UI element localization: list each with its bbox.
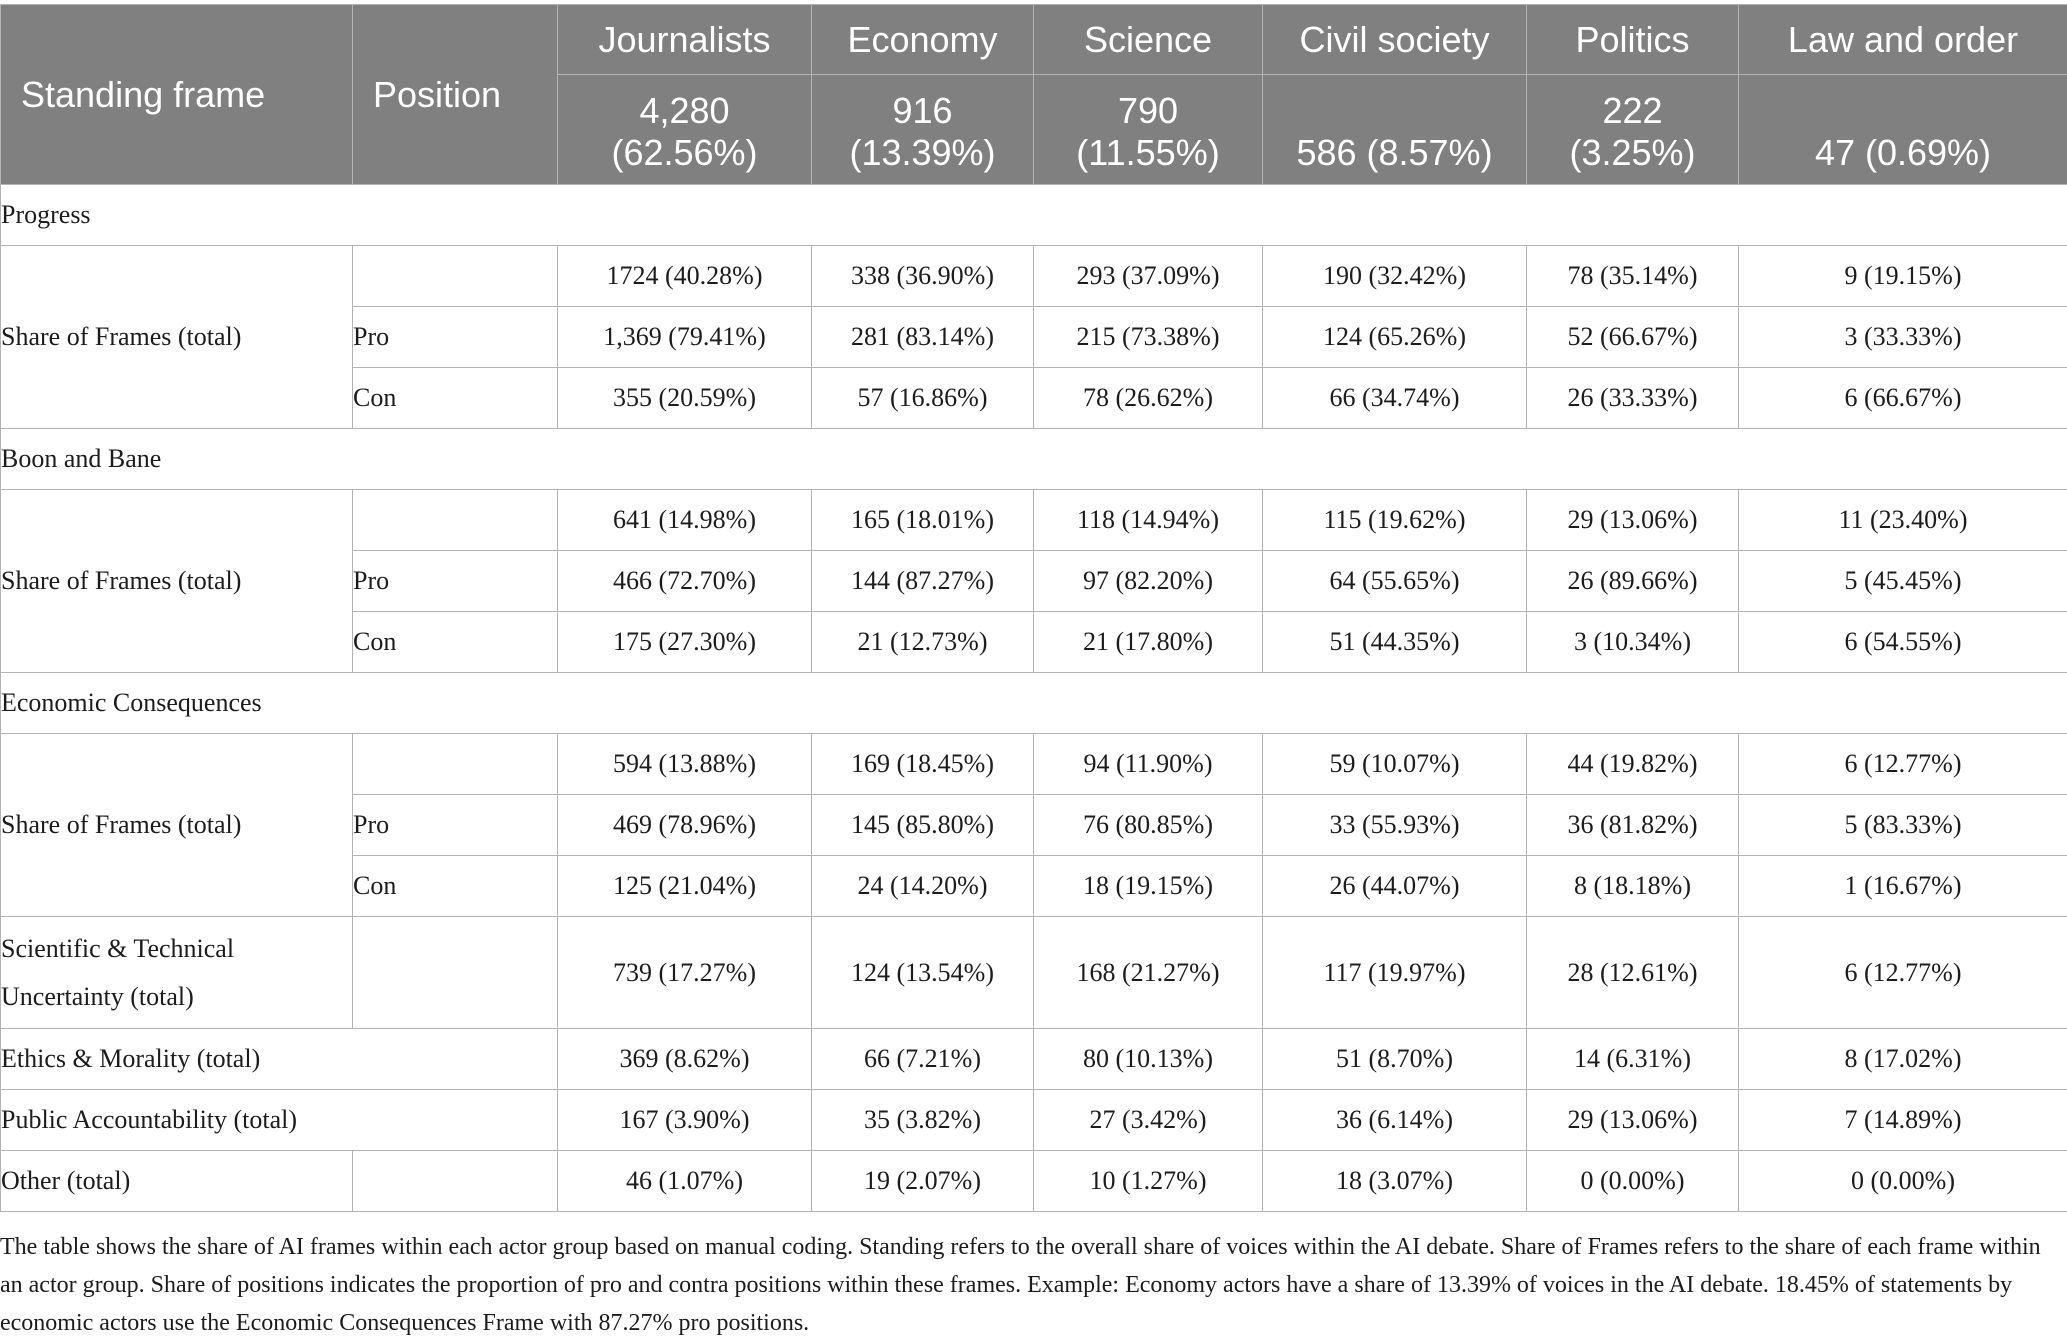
standing-journalists: 4,280 (62.56%) (558, 75, 812, 185)
value-cell: 168 (21.27%) (1034, 917, 1263, 1029)
value-cell: 3 (10.34%) (1527, 612, 1739, 673)
table-row (1, 1090, 2067, 1151)
value-cell: 66 (7.21%) (812, 1029, 1034, 1090)
value-cell: 52 (66.67%) (1527, 307, 1739, 368)
table-row (1, 1029, 2067, 1090)
value-cell: 76 (80.85%) (1034, 795, 1263, 856)
value-cell: 281 (83.14%) (812, 307, 1034, 368)
value-cell: 5 (83.33%) (1739, 795, 2067, 856)
standing-civil-society: 586 (8.57%) (1263, 75, 1527, 185)
value-cell: 466 (72.70%) (558, 551, 812, 612)
value-cell: 144 (87.27%) (812, 551, 1034, 612)
position-cell: Con (353, 368, 558, 429)
value-cell: 369 (8.62%) (558, 1029, 812, 1090)
value-cell: 338 (36.90%) (812, 246, 1034, 307)
col-header-science: Science (1034, 5, 1263, 75)
table-row (1, 917, 2067, 1029)
value-cell: 169 (18.45%) (812, 734, 1034, 795)
position-cell: Pro (353, 307, 558, 368)
value-cell: 27 (3.42%) (1034, 1090, 1263, 1151)
position-cell: Con (353, 612, 558, 673)
value-cell: 1,369 (79.41%) (558, 307, 812, 368)
value-cell: 117 (19.97%) (1263, 917, 1527, 1029)
value-cell: 8 (18.18%) (1527, 856, 1739, 917)
value-cell: 1 (16.67%) (1739, 856, 2067, 917)
value-cell: 28 (12.61%) (1527, 917, 1739, 1029)
section-title-progress: Progress (1, 185, 2067, 246)
frames-table (0, 4, 2067, 1212)
value-cell: 10 (1.27%) (1034, 1151, 1263, 1212)
value-cell: 51 (44.35%) (1263, 612, 1527, 673)
value-cell: 11 (23.40%) (1739, 490, 2067, 551)
value-cell: 175 (27.30%) (558, 612, 812, 673)
value-cell: 29 (13.06%) (1527, 1090, 1739, 1151)
value-cell: 36 (6.14%) (1263, 1090, 1527, 1151)
value-cell: 124 (13.54%) (812, 917, 1034, 1029)
value-cell: 94 (11.90%) (1034, 734, 1263, 795)
table-row (1, 246, 2067, 307)
value-cell: 190 (32.42%) (1263, 246, 1527, 307)
value-cell: 215 (73.38%) (1034, 307, 1263, 368)
position-cell (353, 734, 558, 795)
value-cell: 26 (89.66%) (1527, 551, 1739, 612)
table-row (1, 1151, 2067, 1212)
section-row (1, 429, 2067, 490)
value-cell: 1724 (40.28%) (558, 246, 812, 307)
row-label-ethics: Ethics & Morality (total) (1, 1029, 558, 1090)
col-header-law-and-order: Law and order (1739, 5, 2067, 75)
value-cell: 115 (19.62%) (1263, 490, 1527, 551)
value-cell: 57 (16.86%) (812, 368, 1034, 429)
value-cell: 19 (2.07%) (812, 1151, 1034, 1212)
position-cell: Con (353, 856, 558, 917)
section-row (1, 673, 2067, 734)
value-cell: 6 (66.67%) (1739, 368, 2067, 429)
value-cell: 78 (26.62%) (1034, 368, 1263, 429)
value-cell: 125 (21.04%) (558, 856, 812, 917)
value-cell: 46 (1.07%) (558, 1151, 812, 1212)
col-header-journalists: Journalists (558, 5, 812, 75)
value-cell: 14 (6.31%) (1527, 1029, 1739, 1090)
col-header-politics: Politics (1527, 5, 1739, 75)
value-cell: 118 (14.94%) (1034, 490, 1263, 551)
value-cell: 18 (19.15%) (1034, 856, 1263, 917)
value-cell: 80 (10.13%) (1034, 1029, 1263, 1090)
table-row (1, 490, 2067, 551)
row-label: Share of Frames (total) (1, 734, 353, 917)
value-cell: 6 (12.77%) (1739, 734, 2067, 795)
standing-science: 790 (11.55%) (1034, 75, 1263, 185)
value-cell: 6 (54.55%) (1739, 612, 2067, 673)
section-row (1, 185, 2067, 246)
value-cell: 594 (13.88%) (558, 734, 812, 795)
row-label-public-accountability: Public Accountability (total) (1, 1090, 558, 1151)
value-cell: 78 (35.14%) (1527, 246, 1739, 307)
value-cell: 24 (14.20%) (812, 856, 1034, 917)
position-cell (353, 490, 558, 551)
col-header-economy: Economy (812, 5, 1034, 75)
col-header-civil-society: Civil society (1263, 5, 1527, 75)
position-cell: Pro (353, 795, 558, 856)
position-cell (353, 917, 558, 1029)
col-header-position: Position (353, 5, 558, 185)
table-footnote: The table shows the share of AI frames within each actor group based on manual coding. Standing refers to the overall share of voices within the AI debate. Share of Frames refers to the share of each frame within an actor group. Share of positions indicates the proportion of pro and contra positions within these frames. Example: Economy actors have a share of 13.39% of voices in the AI debate. 18.45% of statements by economic actors use the Economic Consequences Frame with 87.27% pro positions. (0, 1234, 2041, 1336)
header-row (1, 5, 2067, 75)
value-cell: 5 (45.45%) (1739, 551, 2067, 612)
value-cell: 9 (19.15%) (1739, 246, 2067, 307)
value-cell: 469 (78.96%) (558, 795, 812, 856)
value-cell: 21 (17.80%) (1034, 612, 1263, 673)
position-cell (353, 1151, 558, 1212)
value-cell: 6 (12.77%) (1739, 917, 2067, 1029)
value-cell: 18 (3.07%) (1263, 1151, 1527, 1212)
value-cell: 7 (14.89%) (1739, 1090, 2067, 1151)
standing-law-and-order: 47 (0.69%) (1739, 75, 2067, 185)
section-title-economic-consequences: Economic Consequences (1, 673, 2067, 734)
value-cell: 66 (34.74%) (1263, 368, 1527, 429)
row-label: Share of Frames (total) (1, 246, 353, 429)
standing-economy: 916 (13.39%) (812, 75, 1034, 185)
value-cell: 33 (55.93%) (1263, 795, 1527, 856)
value-cell: 145 (85.80%) (812, 795, 1034, 856)
row-label: Share of Frames (total) (1, 490, 353, 673)
value-cell: 51 (8.70%) (1263, 1029, 1527, 1090)
standing-politics: 222 (3.25%) (1527, 75, 1739, 185)
value-cell: 44 (19.82%) (1527, 734, 1739, 795)
value-cell: 293 (37.09%) (1034, 246, 1263, 307)
value-cell: 21 (12.73%) (812, 612, 1034, 673)
col-header-standing-frame: Standing frame (1, 5, 353, 185)
value-cell: 167 (3.90%) (558, 1090, 812, 1151)
value-cell: 64 (55.65%) (1263, 551, 1527, 612)
value-cell: 0 (0.00%) (1739, 1151, 2067, 1212)
value-cell: 124 (65.26%) (1263, 307, 1527, 368)
value-cell: 59 (10.07%) (1263, 734, 1527, 795)
value-cell: 641 (14.98%) (558, 490, 812, 551)
value-cell: 36 (81.82%) (1527, 795, 1739, 856)
section-title-boon-and-bane: Boon and Bane (1, 429, 2067, 490)
value-cell: 0 (0.00%) (1527, 1151, 1739, 1212)
position-cell (353, 246, 558, 307)
value-cell: 165 (18.01%) (812, 490, 1034, 551)
value-cell: 29 (13.06%) (1527, 490, 1739, 551)
row-label-other: Other (total) (1, 1151, 353, 1212)
value-cell: 97 (82.20%) (1034, 551, 1263, 612)
value-cell: 3 (33.33%) (1739, 307, 2067, 368)
table-row (1, 734, 2067, 795)
table-body (1, 185, 2067, 1212)
value-cell: 26 (44.07%) (1263, 856, 1527, 917)
value-cell: 739 (17.27%) (558, 917, 812, 1029)
value-cell: 26 (33.33%) (1527, 368, 1739, 429)
value-cell: 35 (3.82%) (812, 1090, 1034, 1151)
position-cell: Pro (353, 551, 558, 612)
value-cell: 8 (17.02%) (1739, 1029, 2067, 1090)
value-cell: 355 (20.59%) (558, 368, 812, 429)
row-label-uncertainty: Scientific & Technical Uncertainty (total) (1, 917, 353, 1029)
